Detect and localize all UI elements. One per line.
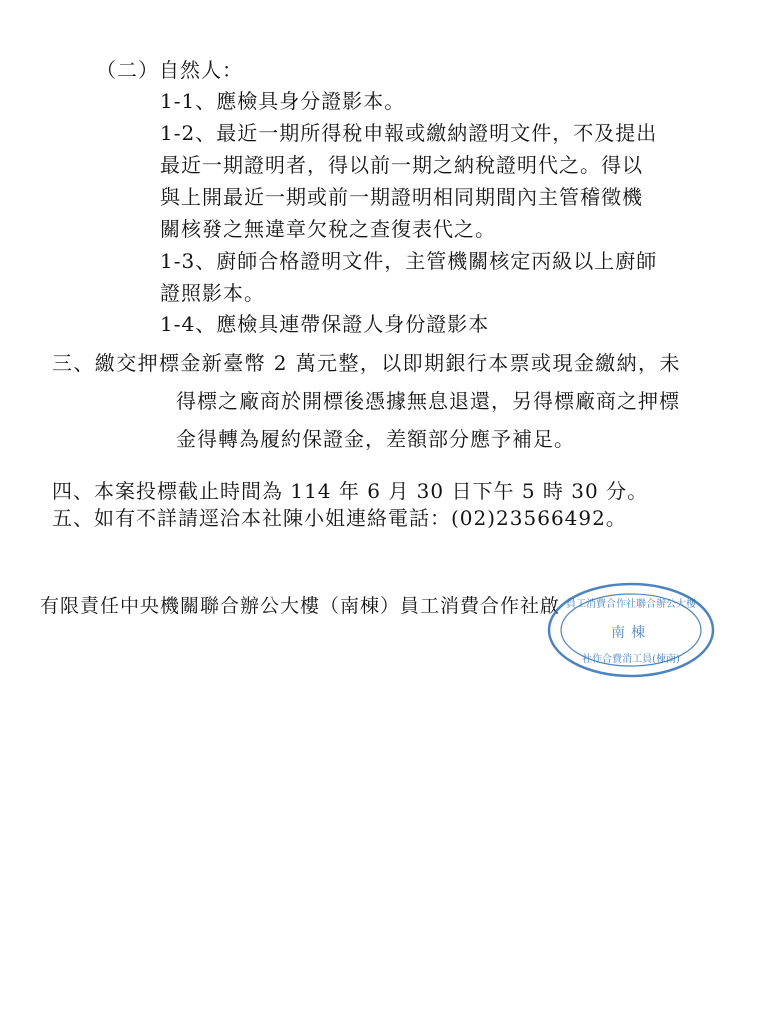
cooperative-seal-stamp (546, 580, 716, 680)
stamp-text-middle: 南棟 (611, 625, 651, 641)
item-5: 五、如有不詳請逕洽本社陳小姐連絡電話：(02)23566492。 (52, 506, 627, 530)
item-3-line2: 得標之廠商於開標後憑據無息退還，另得標廠商之押標 (176, 389, 680, 413)
signature-line: 有限責任中央機關聯合辦公大樓（南棟）員工消費合作社啟 (40, 595, 561, 617)
item-3-line1: 三、繳交押標金新臺幣 2 萬元整，以即期銀行本票或現金繳納，未 (52, 351, 681, 375)
stamp-text-bottom: 社作合費消工員(棟南) (582, 654, 680, 665)
item-1-3-line1: 1-3、廚師合格證明文件，主管機關核定丙級以上廚師 (160, 249, 658, 273)
item-1-1: 1-1、應檢具身分證影本。 (160, 89, 406, 113)
item-1-2-line3: 與上開最近一期或前一期證明相同期間內主管稽徵機 (160, 185, 643, 209)
item-1-3-line2: 證照影本。 (160, 281, 265, 305)
item-1-2-line4: 關核發之無違章欠稅之查復表代之。 (160, 217, 496, 241)
stamp-text-top: 員工消費合作社聯合辦公大樓 (566, 599, 696, 610)
item-1-4: 1-4、應檢具連帶保證人身份證影本 (160, 312, 490, 336)
item-3-line3: 金得轉為履約保證金，差額部分應予補足。 (176, 427, 575, 451)
item-1-2-line1: 1-2、最近一期所得稅申報或繳納證明文件，不及提出 (160, 121, 658, 145)
item-4: 四、本案投標截止時間為 114 年 6 月 30 日下午 5 時 30 分。 (52, 479, 649, 503)
section-heading: （二）自然人： (96, 58, 243, 82)
item-1-2-line2: 最近一期證明者，得以前一期之納稅證明代之。得以 (160, 153, 643, 177)
